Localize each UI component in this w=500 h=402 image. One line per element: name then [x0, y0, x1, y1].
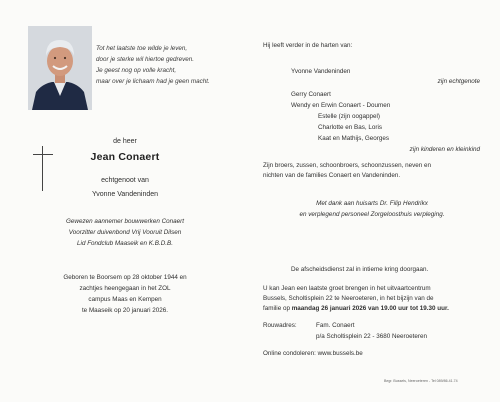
online-condolences: Online condoleren: www.bussels.be — [263, 350, 363, 357]
deceased-name: Jean Conaert — [90, 151, 160, 163]
career-line-1: Gewezen aannemer bouwwerken Conaert — [66, 218, 184, 225]
birth-line-4: te Maaseik op 20 januari 2026. — [81, 307, 169, 314]
career-line-2: Voorzitter duivenbond Vrij Vooruit Dilsen — [68, 229, 182, 236]
children-role: zijn kinderen en kleinkind — [409, 146, 480, 153]
address-label: Rouwadres: — [263, 322, 297, 329]
career-line-3: Lid Fondclub Maaseik en K.B.D.B. — [77, 240, 173, 247]
address-line-2: p/a Scholtisplein 22 - 3680 Neeroeteren — [316, 333, 427, 340]
grandchild-2: Charlotte en Bas, Loris — [318, 124, 383, 131]
heart-intro: Hij leeft verder in de harten van: — [263, 42, 353, 49]
title-prefix: de heer — [113, 138, 137, 145]
cross-icon — [33, 146, 53, 191]
farewell-text: De afscheidsdienst zal in intieme kring doorgaan. — [291, 266, 429, 273]
spouse-label: echtgenoot van — [101, 177, 149, 184]
portrait-photo — [28, 26, 92, 110]
viewing-line-3 — [263, 305, 449, 312]
viewing-date: maandag 26 januari 2026 van 19.00 uur tot 19.30 uur. — [291, 305, 449, 312]
poem-line-1: Tot het laatste toe wilde je leven, — [96, 45, 188, 52]
wife-role: zijn echtgenote — [437, 78, 480, 85]
siblings-line-2: nichten van de families Conaert en Vandeninden. — [263, 172, 401, 179]
printer-credit: Begr. Bussels, Neeroeteren - Tel 089/86.41.74 — [384, 379, 458, 383]
birth-line-3: campus Maas en Kempen — [88, 296, 162, 303]
poem-line-2: door je sterke wil hiertoe gedreven. — [96, 56, 195, 63]
poem-line-3: Je geest nog op volle kracht, — [96, 67, 177, 74]
viewing-line-1: U kan Jean een laatste groet brengen in het uitvaartcentrum — [263, 285, 431, 292]
grandchild-1: Estelle (zijn oogappel) — [318, 113, 380, 120]
viewing-line-2: Bussels, Scholtisplein 22 te Neeroeteren, in het bijzijn van de — [263, 295, 434, 302]
poem-line-4: maar over je lichaam had je geen macht. — [96, 78, 210, 85]
spouse-name: Yvonne Vandeninden — [91, 191, 159, 198]
wife-name: Yvonne Vandeninden — [291, 68, 351, 75]
thanks-line-2: en verplegend personeel Zorgeloosthuis verpleging. — [299, 211, 445, 218]
child-2: Wendy en Erwin Conaert - Doumen — [291, 102, 391, 109]
thanks-line-1: Met dank aan huisarts Dr. Filip Hendrikx — [316, 200, 428, 207]
siblings-line-1: Zijn broers, zussen, schoonbroers, schoonzussen, neven en — [263, 162, 432, 169]
birth-line-1: Geboren te Boorsem op 28 oktober 1944 en — [63, 274, 187, 281]
child-1: Gerry Conaert — [291, 91, 331, 98]
address-line-1: Fam. Conaert — [316, 322, 355, 329]
viewing-prefix: familie op — [263, 305, 292, 312]
birth-line-2: zachtjes heengegaan in het ZOL — [79, 285, 171, 292]
grandchild-3: Kaat en Mathijs, Georges — [318, 135, 390, 142]
